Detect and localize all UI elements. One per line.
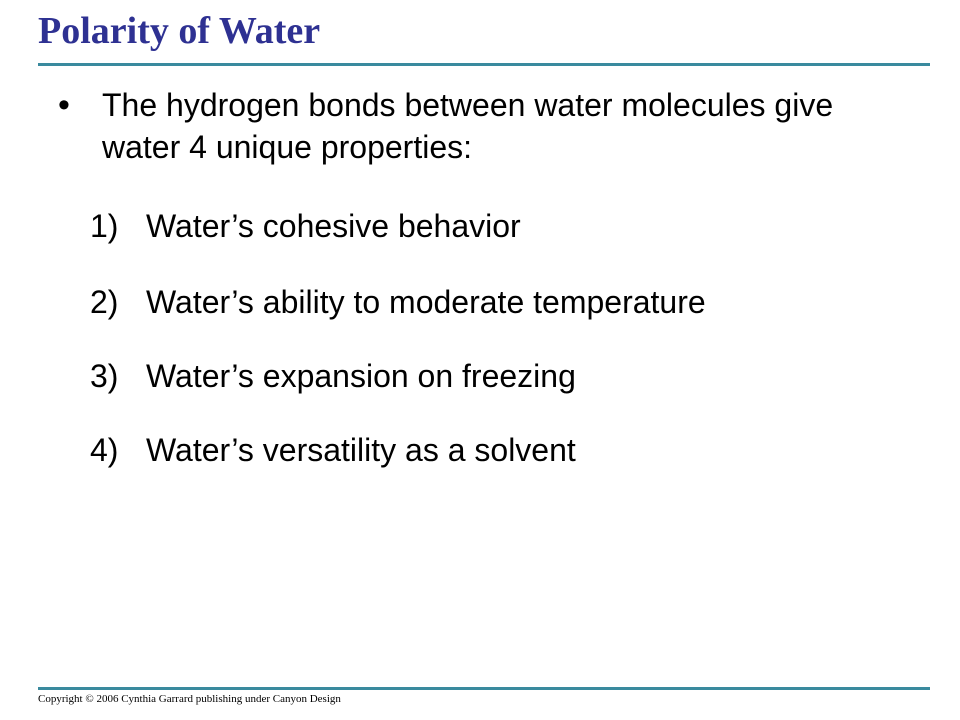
footer-divider bbox=[38, 687, 930, 690]
copyright-footer: Copyright © 2006 Cynthia Garrard publishing under Canyon Design bbox=[38, 693, 341, 705]
property-number: 4) bbox=[90, 432, 119, 468]
property-item-1 bbox=[90, 206, 521, 246]
property-number: 3) bbox=[90, 358, 119, 394]
title-divider bbox=[38, 63, 930, 66]
slide-title: Polarity of Water bbox=[38, 10, 321, 52]
property-text: Water’s expansion on freezing bbox=[146, 358, 576, 394]
property-number: 2) bbox=[90, 284, 119, 320]
property-text: Water’s versatility as a solvent bbox=[146, 432, 576, 468]
property-item-4 bbox=[90, 430, 576, 470]
property-text: Water’s cohesive behavior bbox=[146, 208, 521, 244]
bullet-marker: • bbox=[58, 86, 70, 124]
bullet-text: The hydrogen bonds between water molecules give water 4 unique properties: bbox=[102, 87, 834, 165]
main-bullet bbox=[58, 84, 918, 168]
property-text: Water’s ability to moderate temperature bbox=[146, 284, 706, 320]
property-item-3 bbox=[90, 356, 576, 396]
property-item-2 bbox=[90, 282, 706, 322]
property-number: 1) bbox=[90, 208, 119, 244]
